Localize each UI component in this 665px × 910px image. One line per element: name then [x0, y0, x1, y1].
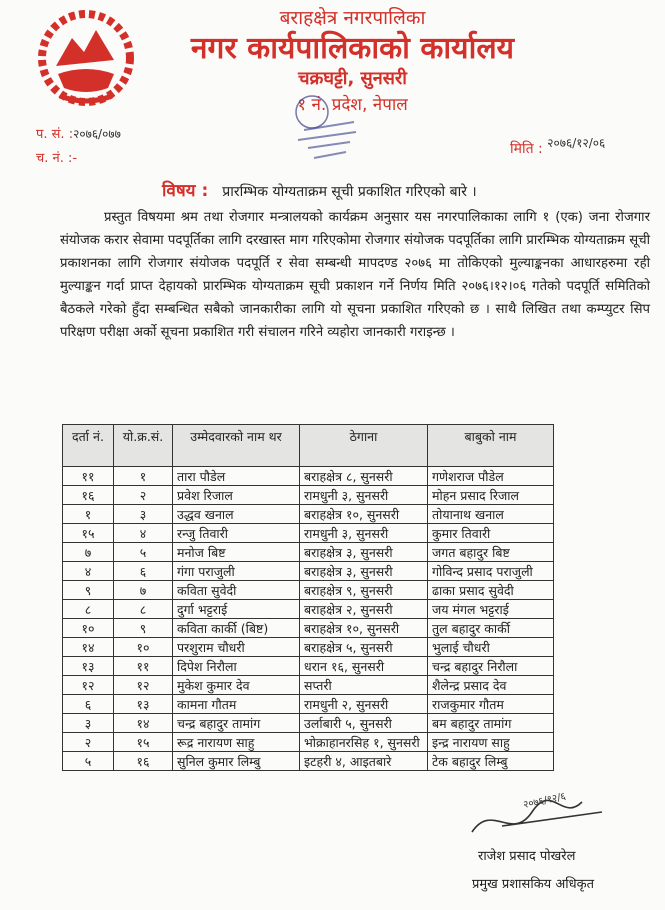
signatory-title: प्रमुख प्रशासकिय अधिकृत — [472, 877, 595, 892]
cell-merit-rank: ७ — [114, 581, 173, 600]
cell-merit-rank: १४ — [114, 714, 173, 733]
cell-merit-rank: १५ — [114, 733, 173, 752]
cell-registration-no: ८ — [63, 600, 114, 619]
cell-address: बराहक्षेत्र ३, सुनसरी — [300, 562, 428, 581]
table-row — [63, 695, 554, 714]
cell-merit-rank: १ — [114, 467, 173, 486]
cell-merit-rank: १६ — [114, 752, 173, 771]
cell-address: बराहक्षेत्र २, सुनसरी — [300, 600, 428, 619]
cell-address: इटहरी ४, आइतबारे — [300, 752, 428, 771]
cell-registration-no: ५ — [63, 752, 114, 771]
address-line-2: १ नं. प्रदेश, नेपाल — [297, 95, 408, 115]
cell-merit-rank: ९ — [114, 619, 173, 638]
date-label: मिति : — [510, 141, 543, 157]
candidate-table — [62, 424, 554, 771]
cell-father-name: ढाका प्रसाद सुवेदी — [428, 581, 554, 600]
col-merit-rank: यो.क्र.सं. — [114, 425, 173, 467]
cell-candidate-name: कविता कार्की (बिष्ट) — [173, 619, 300, 638]
cell-father-name: राजकुमार गौतम — [428, 695, 554, 714]
cell-merit-rank: १२ — [114, 676, 173, 695]
cell-candidate-name: दुर्गा भट्टराई — [173, 600, 300, 619]
cell-address: धरान १६, सुनसरी — [300, 657, 428, 676]
cell-registration-no: ११ — [63, 467, 114, 486]
table-row — [63, 581, 554, 600]
table-row — [63, 676, 554, 695]
cell-candidate-name: प्रवेश रिजाल — [173, 486, 300, 505]
cell-father-name: गोविन्द प्रसाद पराजुली — [428, 562, 554, 581]
table-row — [63, 486, 554, 505]
cell-registration-no: १० — [63, 619, 114, 638]
cell-merit-rank: २ — [114, 486, 173, 505]
cell-address: भोक्राहानरसिह १, सुनसरी — [300, 733, 428, 752]
cell-address: बराहक्षेत्र ५, सुनसरी — [300, 638, 428, 657]
cell-registration-no: ९ — [63, 581, 114, 600]
cell-father-name: गणेशराज पौडेल — [428, 467, 554, 486]
cell-father-name: इन्द्र नारायण साहु — [428, 733, 554, 752]
cell-father-name: बम बहादुर तामांग — [428, 714, 554, 733]
dispatch-number: च. नं. :- — [36, 151, 78, 166]
cell-father-name: भुलाई चौधरी — [428, 638, 554, 657]
cell-candidate-name: उद्धव खनाल — [173, 505, 300, 524]
subject-label: विषय : — [162, 181, 209, 201]
cell-address: रामधुनी २, सुनसरी — [300, 695, 428, 714]
col-candidate-name: उम्मेदवारको नाम थर — [173, 425, 300, 467]
cell-candidate-name: तारा पौडेल — [173, 467, 300, 486]
cell-merit-rank: ५ — [114, 543, 173, 562]
cell-address: रामधुनी ३, सुनसरी — [300, 524, 428, 543]
cell-merit-rank: ३ — [114, 505, 173, 524]
handwritten-signature — [462, 782, 612, 844]
col-father-name: बाबुको नाम — [428, 425, 554, 467]
municipality-name: बराहक्षेत्र नगरपालिका — [279, 7, 426, 29]
cell-registration-no: ७ — [63, 543, 114, 562]
cell-registration-no: ४ — [63, 562, 114, 581]
cell-father-name: कुमार तिवारी — [428, 524, 554, 543]
cell-merit-rank: ८ — [114, 600, 173, 619]
date-value: २०७६/१२/०६ — [547, 136, 606, 150]
cell-candidate-name: गंगा पराजुली — [173, 562, 300, 581]
cell-candidate-name: मुकेश कुमार देव — [173, 676, 300, 695]
cell-father-name: शैलेन्द्र प्रसाद देव — [428, 676, 554, 695]
subject-line — [162, 178, 477, 201]
cell-candidate-name: रूद्र नारायण साहु — [173, 733, 300, 752]
subject-text: प्रारम्भिक योग्यताक्रम सूची प्रकाशित गरिएको बारे । — [222, 184, 477, 200]
cell-registration-no: २ — [63, 733, 114, 752]
cell-registration-no: १ — [63, 505, 114, 524]
ref-label: प. सं. : — [36, 127, 74, 142]
col-address: ठेगाना — [300, 425, 428, 467]
table-row — [63, 505, 554, 524]
cell-address: बराहक्षेत्र १०, सुनसरी — [300, 619, 428, 638]
office-title: नगर कार्यपालिकाको कार्यालय — [190, 31, 515, 66]
table-row — [63, 543, 554, 562]
signatory-name: राजेश प्रसाद पोखरेल — [478, 849, 576, 864]
table-row — [63, 600, 554, 619]
cell-address: बराहक्षेत्र ८, सुनसरी — [300, 467, 428, 486]
cell-father-name: मोहन प्रसाद रिजाल — [428, 486, 554, 505]
col-registration-no: दर्ता नं. — [63, 425, 114, 467]
cell-candidate-name: दिपेश निरौला — [173, 657, 300, 676]
cell-father-name: जय मंगल भट्टराई — [428, 600, 554, 619]
cell-merit-rank: ४ — [114, 524, 173, 543]
cell-merit-rank: १३ — [114, 695, 173, 714]
cell-address: बराहक्षेत्र ९, सुनसरी — [300, 581, 428, 600]
cell-address: रामधुनी ३, सुनसरी — [300, 486, 428, 505]
cell-registration-no: १२ — [63, 676, 114, 695]
table-row — [63, 714, 554, 733]
cell-registration-no: १३ — [63, 657, 114, 676]
cell-address: बराहक्षेत्र १०, सुनसरी — [300, 505, 428, 524]
cell-candidate-name: परशुराम चौधरी — [173, 638, 300, 657]
cell-address: उर्लाबारी ५, सुनसरी — [300, 714, 428, 733]
table-row — [63, 752, 554, 771]
cell-registration-no: ३ — [63, 714, 114, 733]
cell-registration-no: १४ — [63, 638, 114, 657]
office-stamp — [284, 92, 374, 164]
address-line-1: चक्रघट्टी, सुनसरी — [298, 68, 407, 89]
table-row — [63, 524, 554, 543]
cell-address: बराहक्षेत्र ३, सुनसरी — [300, 543, 428, 562]
cell-address: सप्तरी — [300, 676, 428, 695]
cell-candidate-name: रन्जु तिवारी — [173, 524, 300, 543]
table-row — [63, 733, 554, 752]
table-header-row — [63, 425, 554, 467]
cell-father-name: तोयानाथ खनाल — [428, 505, 554, 524]
cell-candidate-name: मनोज बिष्ट — [173, 543, 300, 562]
cell-merit-rank: ६ — [114, 562, 173, 581]
cell-father-name: जगत बहादुर बिष्ट — [428, 543, 554, 562]
cell-merit-rank: ११ — [114, 657, 173, 676]
cell-father-name: तुल बहादुर कार्की — [428, 619, 554, 638]
cell-candidate-name: कविता सुवेदी — [173, 581, 300, 600]
reference-number — [36, 124, 121, 142]
table-row — [63, 657, 554, 676]
cell-candidate-name: चन्द्र बहादुर तामांग — [173, 714, 300, 733]
cell-father-name: चन्द्र बहादुर निरौला — [428, 657, 554, 676]
body-paragraph: प्रस्तुत विषयमा श्रम तथा रोजगार मन्त्रालयको कार्यक्रम अनुसार यस नगरपालिकाका लागि १ (एक) जना रोजगार संयोजक करार सेवामा पदपूर्तिका लागि दरखास्त माग गरिएकोमा रोजगार संयोजक पदपूर्तिका लागि प्रारम्भिक योग्यताक्रम सूची प्रकाशनका लागि रोजगार संयोजक पदपूर्ति र सेवा सम्बन्धी मापदण्ड २०७६ मा तोकिएको मुल्याङ्कनका आधारहरुमा रही मुल्याङ्कन गर्दा प्राप्त देहायको प्रारम्भिक योग्यताक्रम सूची प्रकाशन गर्ने निर्णय मिति २०७६।१२।०६ गतेको पदपूर्ति समितिको बैठकले गरेको हुँदा सम्बन्धित सबैको जानकारीका लागि यो सूचना प्रकाशित गरिएको छ । साथै लिखित तथा कम्प्युटर सिप परिक्षण परीक्षा अर्को सूचना प्रकाशित गरी संचालन गरिने व्यहोरा जानकारी गराइन्छ । — [60, 210, 650, 340]
table-row — [63, 467, 554, 486]
table-row — [63, 562, 554, 581]
cell-father-name: टेक बहादुर लिम्बु — [428, 752, 554, 771]
ref-value: २०७६/०७७ — [73, 127, 121, 141]
table-row — [63, 619, 554, 638]
cell-registration-no: ६ — [63, 695, 114, 714]
cell-merit-rank: १० — [114, 638, 173, 657]
cell-registration-no: १५ — [63, 524, 114, 543]
cell-candidate-name: सुनिल कुमार लिम्बु — [173, 752, 300, 771]
cell-candidate-name: कामना गौतम — [173, 695, 300, 714]
cell-registration-no: १६ — [63, 486, 114, 505]
table-row — [63, 638, 554, 657]
date — [510, 134, 605, 158]
svg-text:२०७६/१२/६: २०७६/१२/६ — [522, 791, 567, 811]
